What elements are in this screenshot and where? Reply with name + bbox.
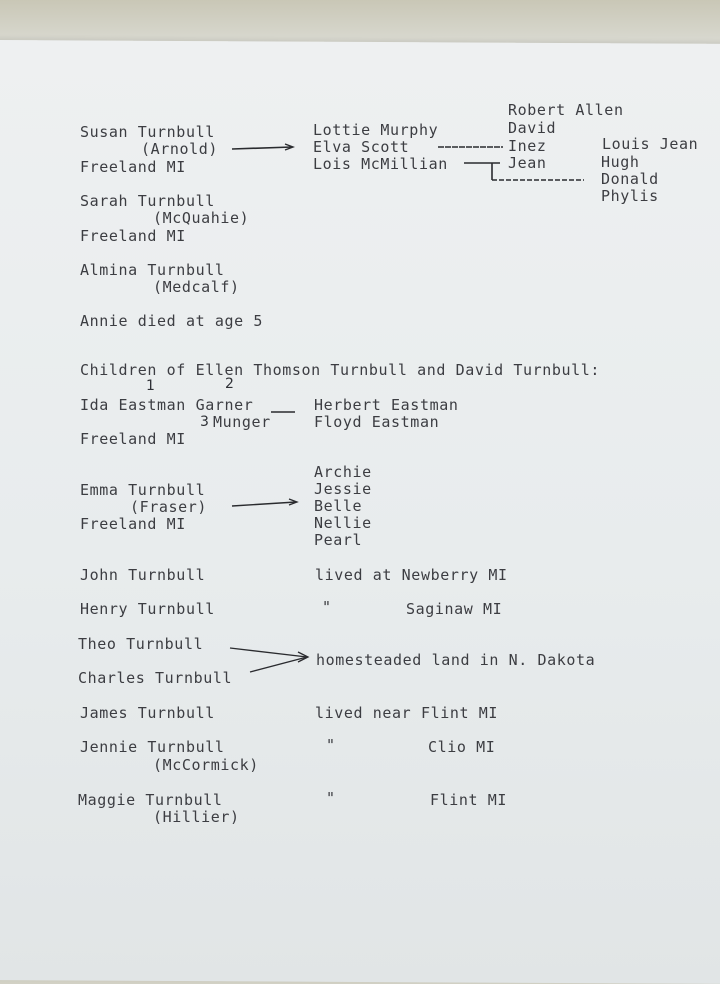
theo-line [230, 648, 307, 657]
elva-child-3: Inez [508, 137, 547, 155]
elva-child-2: David [508, 119, 557, 137]
jennie-ditto: " [326, 736, 336, 754]
theo-name: Theo Turnbull [78, 635, 204, 653]
hand-number-3: 3 [200, 414, 209, 430]
ida-child-2: Floyd Eastman [314, 413, 440, 431]
henry-ditto: " [322, 598, 332, 616]
almina-maiden: (Medcalf) [153, 278, 240, 296]
sarah-place: Freeland MI [80, 227, 186, 245]
jean-child-1: Louis Jean [602, 135, 699, 153]
emma-child-5: Pearl [314, 531, 363, 549]
james-note: lived near Flint MI [315, 704, 498, 722]
hand-number-1: 1 [146, 378, 155, 394]
annie-note: Annie died at age 5 [80, 312, 263, 330]
emma-child-3: Belle [314, 497, 363, 515]
ida-place: Freeland MI [80, 430, 186, 448]
jean-child-2: Hugh [601, 153, 640, 171]
emma-child-2: Jessie [314, 480, 372, 498]
jean-child-3: Donald [601, 170, 659, 188]
jennie-maiden: (McCormick) [153, 756, 259, 774]
emma-name: Emma Turnbull [80, 481, 206, 499]
ida-child-1: Herbert Eastman [314, 396, 459, 414]
maggie-maiden: (Hillier) [153, 808, 240, 826]
maggie-place: Flint MI [430, 791, 508, 809]
jennie-place: Clio MI [428, 738, 496, 756]
maggie-ditto: " [326, 789, 336, 807]
susan-child-1: Lottie Murphy [313, 121, 439, 139]
susan-maiden: (Arnold) [141, 140, 219, 158]
ida-name: Ida Eastman Garner [80, 396, 254, 414]
emma-arrow [232, 502, 296, 506]
john-name: John Turnbull [80, 566, 206, 584]
susan-arrow [232, 147, 292, 149]
elva-child-1: Robert Allen [508, 101, 624, 119]
emma-child-4: Nellie [314, 514, 372, 532]
susan-name: Susan Turnbull [80, 123, 215, 141]
sarah-name: Sarah Turnbull [80, 192, 215, 210]
ida-munger: Munger [213, 413, 271, 431]
james-name: James Turnbull [80, 704, 215, 722]
emma-maiden: (Fraser) [130, 498, 208, 516]
maggie-name: Maggie Turnbull [78, 791, 223, 809]
jean-child-4: Phylis [601, 187, 659, 205]
charles-name: Charles Turnbull [78, 669, 233, 687]
john-note: lived at Newberry MI [315, 566, 508, 584]
susan-child-3: Lois McMillian [313, 155, 448, 173]
section-heading: Children of Ellen Thomson Turnbull and David Turnbull: [80, 361, 601, 379]
emma-child-1: Archie [314, 463, 372, 481]
jennie-name: Jennie Turnbull [80, 738, 225, 756]
elva-child-4: Jean [508, 154, 547, 172]
susan-child-2: Elva Scott [313, 138, 410, 156]
almina-name: Almina Turnbull [80, 261, 225, 279]
henry-place: Saginaw MI [406, 600, 503, 618]
sarah-maiden: (McQuahie) [153, 209, 250, 227]
emma-place: Freeland MI [80, 515, 186, 533]
susan-place: Freeland MI [80, 158, 186, 176]
henry-name: Henry Turnbull [80, 600, 215, 618]
theo-charles-note: homesteaded land in N. Dakota [316, 651, 596, 669]
hand-number-2: 2 [225, 376, 234, 392]
charles-line [250, 657, 307, 672]
